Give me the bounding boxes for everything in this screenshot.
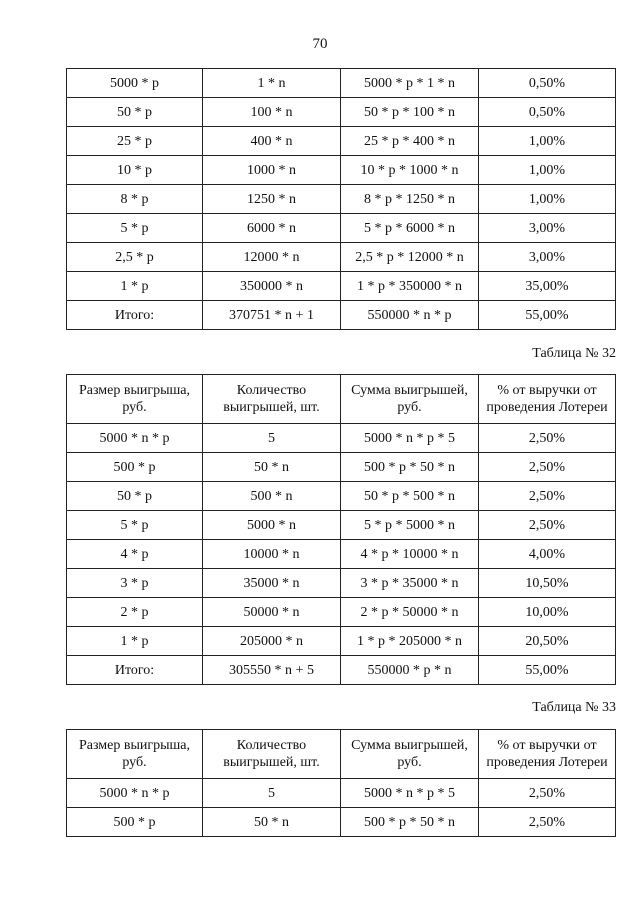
cell-prize-sum: 550000 * n * p: [341, 301, 479, 330]
cell-prize-sum: 5000 * n * p * 5: [341, 424, 479, 453]
cell-prize-count: 500 * n: [203, 482, 341, 511]
header-prize-count: Количество выигрышей, шт.: [203, 730, 341, 779]
table-row: [67, 627, 616, 656]
header-prize-amount: Размер выигрыша, руб.: [67, 730, 203, 779]
cell-prize-count: 205000 * n: [203, 627, 341, 656]
cell-prize-amount: 5 * p: [67, 214, 203, 243]
cell-prize-count: 1250 * n: [203, 185, 341, 214]
cell-prize-count: 1000 * n: [203, 156, 341, 185]
cell-prize-amount: Итого:: [67, 301, 203, 330]
cell-prize-sum: 5000 * p * 1 * n: [341, 69, 479, 98]
table-row: [67, 569, 616, 598]
table-row: [67, 482, 616, 511]
cell-prize-count: 305550 * n + 5: [203, 656, 341, 685]
cell-prize-count: 100 * n: [203, 98, 341, 127]
cell-prize-amount: 50 * p: [67, 98, 203, 127]
cell-prize-count: 1 * n: [203, 69, 341, 98]
cell-revenue-percent: 3,00%: [479, 214, 616, 243]
cell-prize-amount: 50 * p: [67, 482, 203, 511]
cell-revenue-percent: 0,50%: [479, 98, 616, 127]
cell-prize-count: 10000 * n: [203, 540, 341, 569]
cell-revenue-percent: 3,00%: [479, 243, 616, 272]
cell-prize-amount: 1 * p: [67, 272, 203, 301]
cell-prize-sum: 4 * p * 10000 * n: [341, 540, 479, 569]
table-header-row: [67, 375, 616, 424]
table-row: [67, 185, 616, 214]
cell-prize-sum: 500 * p * 50 * n: [341, 808, 479, 837]
cell-prize-amount: 4 * p: [67, 540, 203, 569]
cell-prize-sum: 10 * p * 1000 * n: [341, 156, 479, 185]
table-row: [67, 453, 616, 482]
page-number: 70: [312, 36, 328, 52]
cell-prize-amount: 1 * p: [67, 627, 203, 656]
table-row: [67, 156, 616, 185]
cell-prize-count: 50 * n: [203, 453, 341, 482]
table-caption-32: Таблица № 32: [532, 346, 616, 361]
cell-prize-sum: 1 * p * 350000 * n: [341, 272, 479, 301]
table-row: [67, 656, 616, 685]
table-row: [67, 808, 616, 837]
cell-prize-amount: 8 * p: [67, 185, 203, 214]
cell-prize-amount: 500 * p: [67, 808, 203, 837]
table-row: [67, 424, 616, 453]
cell-prize-amount: 5000 * n * p: [67, 424, 203, 453]
table-header-row: [67, 730, 616, 779]
cell-prize-count: 350000 * n: [203, 272, 341, 301]
cell-prize-count: 370751 * n + 1: [203, 301, 341, 330]
cell-prize-sum: 2 * p * 50000 * n: [341, 598, 479, 627]
cell-prize-sum: 5000 * n * p * 5: [341, 779, 479, 808]
prize-table-33: [66, 729, 616, 837]
cell-prize-amount: 2,5 * p: [67, 243, 203, 272]
cell-revenue-percent: 55,00%: [479, 656, 616, 685]
cell-prize-count: 6000 * n: [203, 214, 341, 243]
cell-revenue-percent: 1,00%: [479, 156, 616, 185]
cell-revenue-percent: 10,00%: [479, 598, 616, 627]
cell-revenue-percent: 1,00%: [479, 185, 616, 214]
cell-revenue-percent: 10,50%: [479, 569, 616, 598]
cell-prize-sum: 25 * p * 400 * n: [341, 127, 479, 156]
cell-revenue-percent: 4,00%: [479, 540, 616, 569]
cell-prize-count: 12000 * n: [203, 243, 341, 272]
table-row: [67, 540, 616, 569]
cell-revenue-percent: 2,50%: [479, 424, 616, 453]
header-prize-count: Количество выигрышей, шт.: [203, 375, 341, 424]
cell-prize-sum: 3 * p * 35000 * n: [341, 569, 479, 598]
cell-prize-sum: 5 * p * 6000 * n: [341, 214, 479, 243]
cell-prize-amount: 5000 * p: [67, 69, 203, 98]
table-row: [67, 272, 616, 301]
cell-revenue-percent: 20,50%: [479, 627, 616, 656]
cell-prize-amount: 3 * p: [67, 569, 203, 598]
cell-prize-amount: 2 * p: [67, 598, 203, 627]
cell-revenue-percent: 0,50%: [479, 69, 616, 98]
cell-prize-amount: Итого:: [67, 656, 203, 685]
cell-prize-count: 35000 * n: [203, 569, 341, 598]
cell-prize-sum: 50 * p * 100 * n: [341, 98, 479, 127]
table-row: [67, 127, 616, 156]
table-row: [67, 511, 616, 540]
table-row: [67, 243, 616, 272]
cell-prize-count: 5: [203, 779, 341, 808]
table-row: [67, 779, 616, 808]
cell-prize-amount: 500 * p: [67, 453, 203, 482]
cell-prize-count: 400 * n: [203, 127, 341, 156]
table-row: [67, 301, 616, 330]
cell-prize-sum: 5 * p * 5000 * n: [341, 511, 479, 540]
table-row: [67, 69, 616, 98]
table-caption-33: Таблица № 33: [532, 700, 616, 715]
cell-revenue-percent: 2,50%: [479, 779, 616, 808]
cell-prize-amount: 5 * p: [67, 511, 203, 540]
cell-prize-amount: 5000 * n * p: [67, 779, 203, 808]
cell-prize-count: 50000 * n: [203, 598, 341, 627]
header-revenue-percent: % от выручки от проведения Лотереи: [479, 375, 616, 424]
cell-prize-amount: 25 * p: [67, 127, 203, 156]
cell-revenue-percent: 2,50%: [479, 482, 616, 511]
cell-revenue-percent: 2,50%: [479, 511, 616, 540]
cell-revenue-percent: 2,50%: [479, 808, 616, 837]
header-prize-sum: Сумма выигрышей, руб.: [341, 730, 479, 779]
cell-revenue-percent: 35,00%: [479, 272, 616, 301]
prize-table-32: [66, 374, 616, 685]
cell-prize-count: 50 * n: [203, 808, 341, 837]
cell-prize-sum: 8 * p * 1250 * n: [341, 185, 479, 214]
cell-revenue-percent: 2,50%: [479, 453, 616, 482]
cell-prize-count: 5: [203, 424, 341, 453]
cell-prize-sum: 50 * p * 500 * n: [341, 482, 479, 511]
header-prize-sum: Сумма выигрышей, руб.: [341, 375, 479, 424]
header-revenue-percent: % от выручки от проведения Лотереи: [479, 730, 616, 779]
table-row: [67, 214, 616, 243]
cell-prize-amount: 10 * p: [67, 156, 203, 185]
cell-prize-count: 5000 * n: [203, 511, 341, 540]
table-row: [67, 598, 616, 627]
header-prize-amount: Размер выигрыша, руб.: [67, 375, 203, 424]
prize-table-31-continuation: [66, 68, 616, 330]
cell-prize-sum: 500 * p * 50 * n: [341, 453, 479, 482]
cell-prize-sum: 550000 * p * n: [341, 656, 479, 685]
cell-revenue-percent: 1,00%: [479, 127, 616, 156]
cell-prize-sum: 2,5 * p * 12000 * n: [341, 243, 479, 272]
cell-prize-sum: 1 * p * 205000 * n: [341, 627, 479, 656]
cell-revenue-percent: 55,00%: [479, 301, 616, 330]
table-row: [67, 98, 616, 127]
